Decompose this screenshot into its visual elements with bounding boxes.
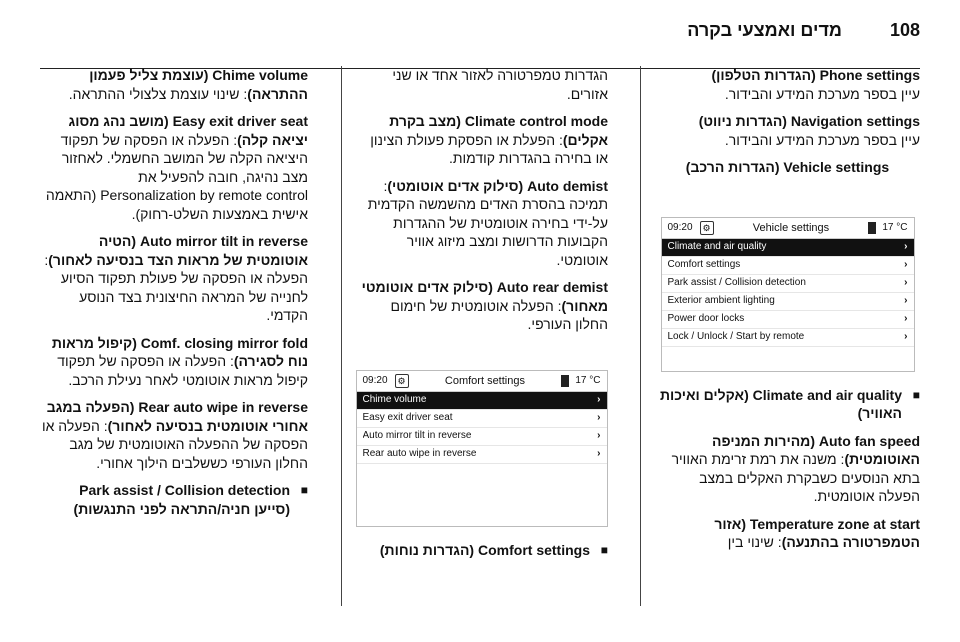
menu-item[interactable]: [662, 275, 914, 293]
bullet-comfort-settings: [355, 541, 608, 560]
section-heading: Chime volume (עוצמת צליל פעמון ההתראה): [89, 67, 308, 102]
section-navigation-settings: [655, 112, 920, 149]
column-divider: [341, 66, 342, 606]
section-heading: Rear auto wipe in reverse (הפעלה במגב אחורי אוטומטית בנסיעה לאחור): [46, 399, 308, 434]
menu-item-label: Rear auto wipe in reverse: [362, 448, 477, 459]
bullet-park-assist: [40, 481, 308, 518]
chevron-right-icon: ›: [904, 241, 908, 252]
section-heading: Climate control mode (מצב בקרת אקלים): [389, 113, 608, 148]
section-text: : הפעלה או הפסקה של ההפעלה האוטומטית של מגב החלון העורפי כששלבים הילוך אחורי.: [41, 417, 308, 471]
section-mirror-fold: [40, 334, 308, 390]
bullet-heading: Comfort settings (הגדרות נוחות): [379, 541, 590, 558]
section-text: : שינוי בין: [727, 534, 782, 550]
menu-item[interactable]: [357, 446, 607, 464]
chevron-right-icon: ›: [904, 277, 908, 288]
section-heading: Navigation settings (הגדרות ניווט): [698, 113, 920, 129]
screen-temperature: 17 °C: [882, 221, 908, 233]
screen-temperature: 17 °C: [575, 374, 601, 386]
menu-item[interactable]: [357, 428, 607, 446]
section-heading: Temperature zone at start (אזור הטמפרטורה בהתנעה): [714, 515, 920, 550]
menu-item[interactable]: [662, 293, 914, 311]
menu-item-label: Park assist / Collision detection: [667, 277, 806, 288]
section-text: עיין בספר מערכת המידע והבידור.: [724, 131, 920, 148]
chevron-right-icon: ›: [904, 259, 908, 270]
page-number: 108: [889, 20, 920, 40]
menu-item-label: Auto mirror tilt in reverse: [362, 430, 472, 441]
section-auto-rear-demist: [355, 278, 608, 334]
menu-item-label: Climate and air quality: [667, 241, 767, 252]
menu-item[interactable]: [662, 311, 914, 329]
screen-status-bar: [357, 371, 607, 392]
chevron-right-icon: ›: [597, 412, 601, 423]
section-heading: Auto rear demist (סילוק אדים אוטומטי מאחור): [361, 279, 608, 314]
section-heading: Vehicle settings (הגדרות הרכב): [685, 159, 890, 175]
fuel-icon: [561, 375, 569, 387]
chevron-right-icon: ›: [904, 331, 908, 342]
screen-title: Vehicle settings: [752, 221, 830, 234]
menu-item[interactable]: [357, 410, 607, 428]
menu-item-label: Lock / Unlock / Start by remote: [667, 331, 805, 342]
menu-item-label: Exterior ambient lighting: [667, 295, 775, 306]
section-auto-fan-speed: [655, 432, 920, 506]
menu-item-label: Power door locks: [667, 313, 745, 324]
bullet-heading: Climate and air quality (אקלים ואיכות האוויר): [659, 386, 902, 421]
bullet-climate: [655, 386, 920, 423]
section-heading: Comf. closing mirror fold (קיפול מראות נוח לסגירה): [51, 334, 308, 369]
column-left: [40, 66, 308, 626]
column-middle: [355, 66, 608, 626]
chevron-right-icon: ›: [904, 295, 908, 306]
section-phone-settings: [655, 66, 920, 103]
section-text: : תמיכה בהסרת האדים מהשמשה הקדמית על-ידי בחירה אוטומטית של ההגדרות הקבועות הדרושות ומצב מיזוג אוויר אוטומטי.: [367, 177, 608, 268]
page-header: [0, 18, 960, 52]
comfort-settings-screen: [356, 370, 608, 527]
settings-icon: ⚙: [395, 374, 409, 388]
page-title: מדים ואמצעי בקרה: [687, 20, 842, 40]
menu-item[interactable]: [662, 329, 914, 347]
section-text: עיין בספר מערכת המידע והבידור.: [724, 85, 920, 102]
menu-item-label: Easy exit driver seat: [362, 412, 453, 423]
section-auto-mirror-tilt: [40, 232, 308, 325]
menu-item-label: Chime volume: [362, 394, 427, 405]
bullet-heading: Park assist / Collision detection (סייען חניה/התראה לפני התנגשות): [73, 482, 290, 517]
section-heading: Easy exit driver seat (מושב נהג מסוג יציאה קלה): [68, 113, 308, 148]
section-chime-volume: [40, 66, 308, 103]
section-rear-auto-wipe: [40, 398, 308, 472]
menu-item-label: Comfort settings: [667, 259, 741, 270]
vehicle-settings-screen: [661, 217, 915, 372]
column-right: [655, 66, 920, 626]
section-temperature-zones: [355, 66, 608, 103]
section-text: הגדרות טמפרטורה לאזור אחד או שני אזורים.: [392, 67, 608, 102]
section-auto-demist: [355, 177, 608, 270]
section-text: : הפעלה או הפסקה של פעולת תפקוד הסיוע לחנייה של המראה החיצונית בצד הנוסע הקדמי.: [44, 251, 308, 323]
screen-time: 09:20: [667, 221, 693, 233]
section-heading: Phone settings (הגדרות הטלפון): [711, 67, 920, 83]
chevron-right-icon: ›: [597, 448, 601, 459]
screen-status-bar: [662, 218, 914, 239]
screen-time: 09:20: [362, 374, 388, 386]
section-text: : הפעלה או הפסקה של תפקוד היציאה הקלה של המושב החשמלי. לאחזור מצב נהיגה, חובה להפעיל את Personalization by remote control (התאמה אישית באמצעות השלט-רחוק).: [45, 131, 308, 222]
section-text: : משנה את רמת זרימת האוויר בתא הנוסעים כשבקרת האקלים במצב הפעלה אוטומטית.: [671, 451, 920, 504]
section-easy-exit: [40, 112, 308, 223]
section-vehicle-settings: [655, 158, 920, 177]
screen-title: Comfort settings: [444, 374, 525, 387]
section-heading: Auto fan speed (מהירות המניפה האוטומטית): [712, 432, 920, 467]
section-text: : שינוי עוצמת צלצולי ההתראה.: [68, 85, 248, 102]
chevron-right-icon: ›: [597, 394, 601, 405]
menu-item[interactable]: [357, 392, 607, 410]
section-text: : הפעלה או הפסקה של תפקוד קיפול מראות אוטומטי לאחר נעילת הרכב.: [57, 353, 308, 388]
menu-item[interactable]: [662, 239, 914, 257]
section-climate-control-mode: [355, 112, 608, 168]
chevron-right-icon: ›: [597, 430, 601, 441]
section-temperature-zone: [655, 515, 920, 552]
settings-icon: ⚙: [700, 221, 714, 235]
chevron-right-icon: ›: [904, 313, 908, 324]
section-heading: Auto mirror tilt in reverse (הטיה אוטומטית של מראות הצד בנסיעה לאחור): [48, 233, 308, 268]
column-divider: [640, 66, 641, 606]
section-text: : הפעלה אוטומטית של חימום החלון העורפי.: [390, 297, 608, 332]
menu-item[interactable]: [662, 257, 914, 275]
section-heading: Auto demist (סילוק אדים אוטומטי): [387, 177, 608, 194]
fuel-icon: [868, 222, 876, 234]
section-text: : הפעלת או הפסקת פעולת הצינון או בחירה בהגדרות קודמות.: [370, 131, 608, 166]
